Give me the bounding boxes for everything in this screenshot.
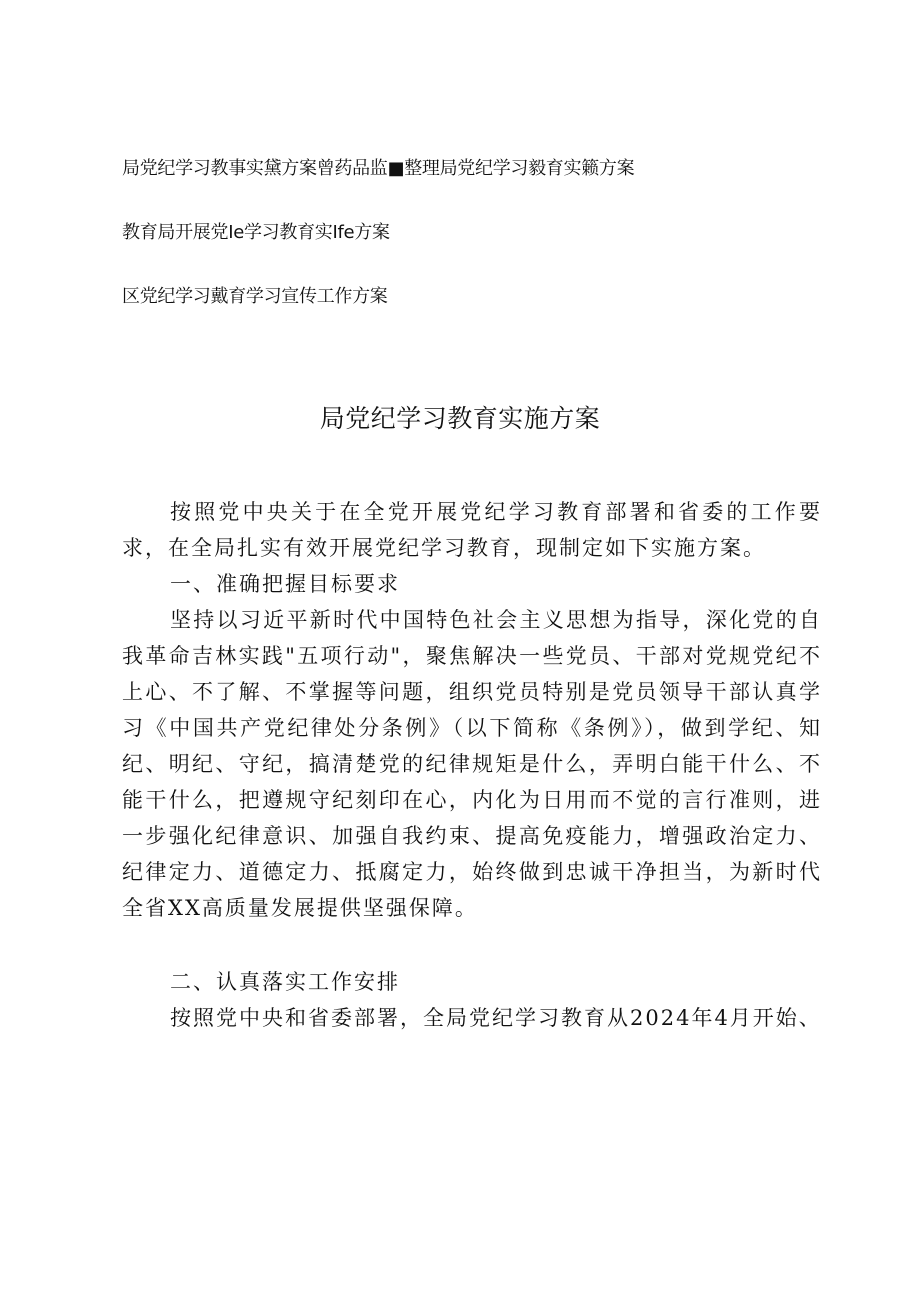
section-heading-1: 一、准确把握目标要求 (170, 572, 400, 596)
table-of-contents (122, 156, 842, 310)
section-heading-2: 二、认真落实工作安排 (170, 970, 400, 994)
intro-paragraph: 按照党中央关于在全党开展党纪学习教育部署和省委的工作要求，在全局扎实有效开展党纪学习教育，现制定如下实施方案。 (122, 500, 822, 560)
document-body (122, 494, 822, 1036)
toc-item: 区党纪学习戴育学习宣传工作方案 (122, 286, 388, 307)
toc-item: 教育局开展党Ie学习教育实Ife方案 (122, 222, 390, 243)
section-1-paragraph: 坚持以习近平新时代中国特色社会主义思想为指导，深化党的自我革命吉林实践"五项行动"，聚焦解决一些党员、干部对党规党纪不上心、不了解、不掌握等问题，组织党员特别是党员领导干部认真学习《中国共产党纪律处分条例》（以下简称《条例》），做到学纪、知纪、明纪、守纪，搞清楚党的纪律规矩是什么，弄明白能干什么、不能干什么，把遵规守纪刻印在心，内化为日用而不觉的言行准则，进一步强化纪律意识、加强自我约束、提高免疫能力，增强政治定力、纪律定力、道德定力、抵腐定力，始终做到忠诚干净担当，为新时代全省XX高质量发展提供坚强保障。 (122, 608, 822, 920)
toc-item: 局党纪学习教事实黛方案曾药品监■整理局党纪学习毅育实籁方案 (122, 158, 635, 179)
section-2-paragraph: 按照党中央和省委部署，全局党纪学习教育从2024年4月开始、 (170, 1006, 822, 1030)
document-title: 局党纪学习教育实施方案 (319, 404, 601, 433)
